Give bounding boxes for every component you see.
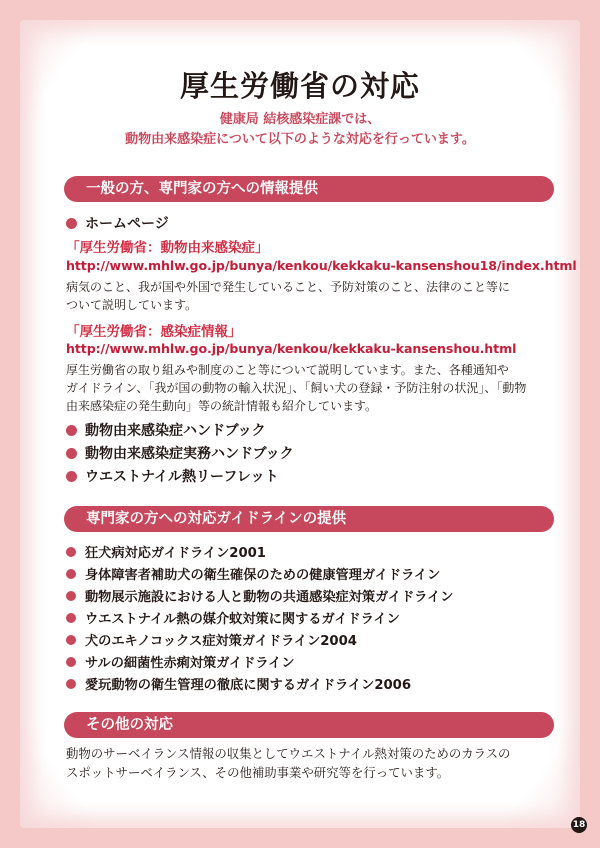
intro-line-2: 動物由来感染症について以下のような対応を行っています。	[125, 132, 475, 147]
guideline-item	[66, 608, 400, 627]
bullet-icon	[66, 569, 76, 579]
bullet-icon	[66, 635, 76, 645]
site2-url-link[interactable]: http://www.mhlw.go.jp/bunya/kenkou/kekkaku-kansenshou.html	[66, 341, 517, 356]
section-heading-guidelines: 専門家の方への対応ガイドラインの提供	[64, 506, 554, 532]
publication-item	[66, 443, 294, 463]
guideline-item	[66, 674, 411, 693]
publication-item	[66, 420, 266, 440]
bullet-icon	[66, 218, 77, 229]
bullet-icon	[66, 448, 77, 459]
bullet-icon	[66, 679, 76, 689]
intro-line-1: 健康局 結核感染症課では、	[219, 112, 381, 127]
page-number: 18	[571, 817, 587, 833]
site2-desc-line-3: 由来感染症の発生動向」等の統計情報も紹介しています。	[66, 399, 378, 413]
site1-desc-line-2: ついて説明しています。	[66, 298, 198, 312]
page-title: 厚生労働省の対応	[179, 69, 420, 103]
bullet-icon	[66, 471, 77, 482]
homepage-item	[66, 213, 169, 233]
homepage-label: ホームページ	[85, 216, 169, 232]
bullet-icon	[66, 613, 76, 623]
guideline-item	[66, 586, 453, 605]
publication-label: 動物由来感染症ハンドブック	[85, 423, 266, 439]
publication-label: ウエストナイル熱リーフレット	[85, 469, 279, 485]
bullet-icon	[66, 591, 76, 601]
site1-url-link[interactable]: http://www.mhlw.go.jp/bunya/kenkou/kekkaku-kansenshou18/index.html	[66, 258, 577, 273]
site2-description	[66, 361, 536, 415]
site2-desc-line-2: ガイドライン、「我が国の動物の輸入状況」、「飼い犬の登録・予防注射の状況」、「動物	[66, 381, 527, 395]
intro-text	[44, 110, 556, 150]
guideline-label: 身体障害者補助犬の衛生確保のための健康管理ガイドライン	[85, 568, 441, 583]
site1-description	[66, 278, 536, 314]
other-desc-line-2: スポットサーベイランス、その他補助事業や研究等を行っています。	[66, 765, 450, 780]
site2-desc-line-1: 厚生労働省の取り組みや制度のこと等について説明しています。また、各種通知や	[66, 363, 509, 377]
site1-desc-line-1: 病気のこと、我が国や外国で発生していること、予防対策のこと、法律のこと等に	[66, 280, 511, 294]
guideline-item	[66, 652, 295, 671]
site2-title: 「厚生労働省：感染症情報」	[66, 324, 242, 340]
guideline-item	[66, 630, 357, 649]
guideline-label: 愛玩動物の衛生管理の徹底に関するガイドライン2006	[85, 678, 412, 693]
bullet-icon	[66, 425, 77, 436]
bullet-icon	[66, 657, 76, 667]
publication-label: 動物由来感染症実務ハンドブック	[85, 446, 294, 462]
site1-title: 「厚生労働省：動物由来感染症」	[66, 240, 269, 256]
section-heading-info: 一般の方、専門家の方への情報提供	[64, 176, 554, 202]
guideline-label: サルの細菌性赤痢対策ガイドライン	[85, 656, 295, 671]
guideline-label: 狂犬病対応ガイドライン2001	[85, 546, 266, 561]
other-desc-line-1: 動物のサーベイランス情報の収集としてウエストナイル熱対策のためのカラスの	[66, 746, 511, 761]
guideline-label: ウエストナイル熱の媒介蚊対策に関するガイドライン	[85, 612, 400, 627]
section-heading-other: その他の対応	[64, 712, 554, 738]
guideline-label: 動物展示施設における人と動物の共通感染症対策ガイドライン	[85, 590, 454, 605]
publication-item	[66, 466, 279, 486]
page-content	[44, 0, 577, 848]
guideline-label: 犬のエキノコックス症対策ガイドライン2004	[85, 634, 357, 649]
bullet-icon	[66, 547, 76, 557]
guideline-item	[66, 564, 440, 583]
other-description	[66, 744, 546, 782]
guideline-item	[66, 542, 266, 561]
